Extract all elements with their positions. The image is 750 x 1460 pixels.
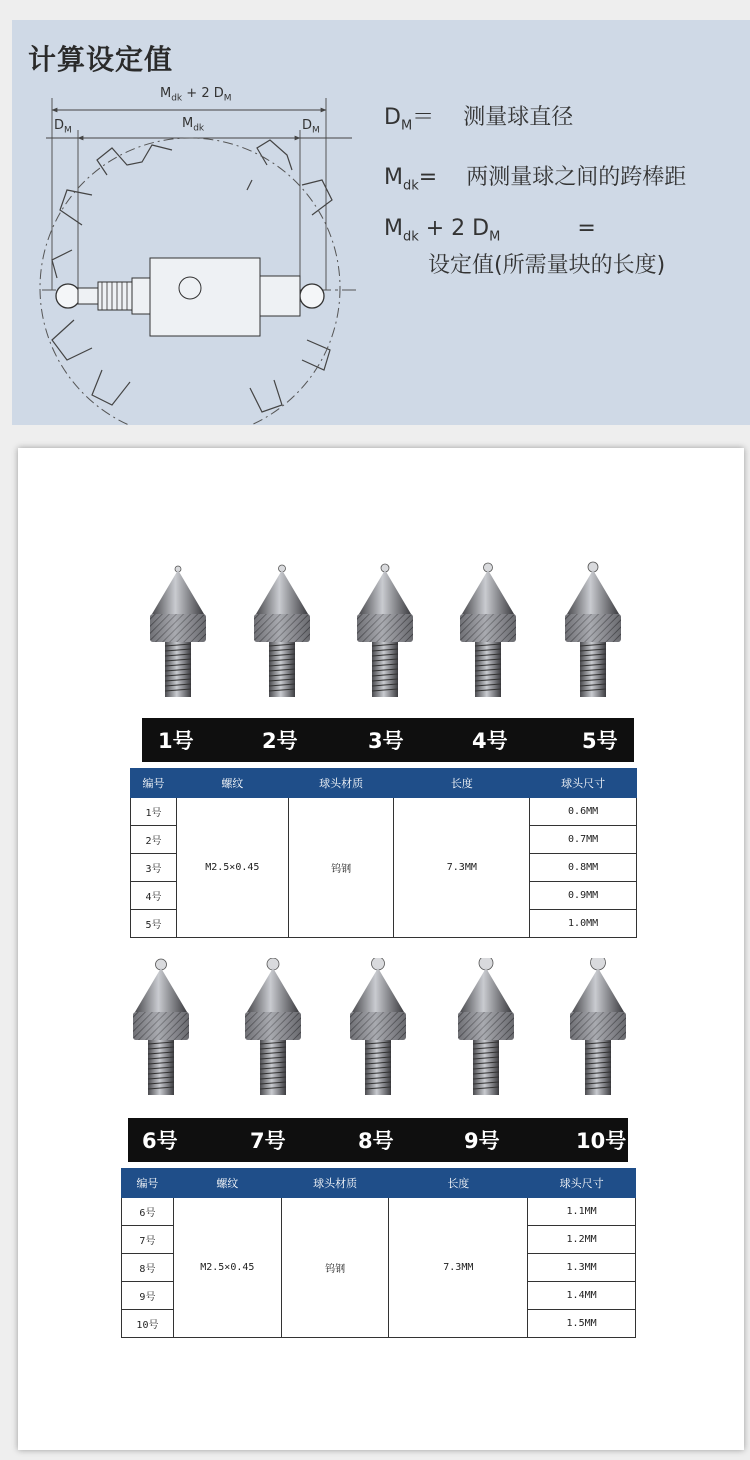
header-ball-size: 球头尺寸 <box>530 769 637 798</box>
table-row <box>131 798 637 826</box>
probe-label: 3号 <box>368 729 404 753</box>
probe-image <box>448 560 528 714</box>
table-header-row <box>122 1169 636 1198</box>
cell-ball-size: 0.8MM <box>530 854 637 882</box>
probe-image <box>138 560 218 714</box>
probe-label: 7号 <box>250 1129 286 1153</box>
formula-setting: $M_{dk} + 2$ $D_M$ = <box>384 216 596 245</box>
gear-measurement-diagram <box>12 20 372 425</box>
cell-id: 1号 <box>131 798 177 826</box>
header-id: 编号 <box>131 769 177 798</box>
cell-length: 7.3MM <box>394 798 530 938</box>
probe-label: 2号 <box>262 729 298 753</box>
header-thread: 螺纹 <box>173 1169 281 1198</box>
cell-material: 钨钢 <box>288 798 394 938</box>
cell-id: 7号 <box>122 1226 174 1254</box>
cell-id: 4号 <box>131 882 177 910</box>
probe-label: 4号 <box>472 729 508 753</box>
formula-dm: $D_M=$ 测量球直径 <box>384 105 574 134</box>
header-id: 编号 <box>122 1169 174 1198</box>
header-length: 长度 <box>394 769 530 798</box>
spec-table-1 <box>130 768 637 938</box>
header-material: 球头材质 <box>281 1169 389 1198</box>
probe-label: 6号 <box>142 1129 178 1153</box>
probe-image <box>553 560 633 714</box>
formula-setting-text: 设定值(所需量块的长度) <box>428 253 666 278</box>
cell-ball-size: 1.4MM <box>528 1282 636 1310</box>
cell-ball-size: 1.5MM <box>528 1310 636 1338</box>
label-bar-1 <box>142 718 634 762</box>
table-header-row <box>131 769 637 798</box>
cell-id: 9号 <box>122 1282 174 1310</box>
dim-label-top: $M_{dk} + 2$ $D_M$ <box>160 86 232 104</box>
cell-ball-size: 1.2MM <box>528 1226 636 1254</box>
probe-label: 10号 <box>576 1129 627 1153</box>
probe-image <box>558 958 638 1112</box>
dim-label-mid: $M_{dk}$ <box>182 116 205 134</box>
probe-image <box>338 958 418 1112</box>
cell-ball-size: 0.9MM <box>530 882 637 910</box>
probe-image <box>242 560 322 714</box>
table-row <box>122 1198 636 1226</box>
probe-label: 5号 <box>582 729 618 753</box>
cell-thread: M2.5×0.45 <box>176 798 288 938</box>
cell-thread: M2.5×0.45 <box>173 1198 281 1338</box>
header-ball-size: 球头尺寸 <box>528 1169 636 1198</box>
diagram-title: 计算设定值 <box>28 43 174 76</box>
cell-ball-size: 1.3MM <box>528 1254 636 1282</box>
header-length: 长度 <box>389 1169 528 1198</box>
dim-label-right: $D_M$ <box>302 118 320 136</box>
cell-ball-size: 1.1MM <box>528 1198 636 1226</box>
diagram-panel <box>12 20 750 425</box>
cell-ball-size: 1.0MM <box>530 910 637 938</box>
cell-ball-size: 0.7MM <box>530 826 637 854</box>
probe-label: 1号 <box>158 729 194 753</box>
header-thread: 螺纹 <box>176 769 288 798</box>
cell-id: 8号 <box>122 1254 174 1282</box>
label-bar-2 <box>128 1118 628 1162</box>
cell-id: 2号 <box>131 826 177 854</box>
probe-image <box>345 560 425 714</box>
product-spec-sheet <box>18 448 744 1450</box>
cell-material: 钨钢 <box>281 1198 389 1338</box>
cell-id: 5号 <box>131 910 177 938</box>
cell-id: 3号 <box>131 854 177 882</box>
dim-label-left: $D_M$ <box>54 118 72 136</box>
cell-id: 10号 <box>122 1310 174 1338</box>
probe-image <box>233 958 313 1112</box>
spec-table-2 <box>121 1168 636 1338</box>
probe-image <box>446 958 526 1112</box>
probe-label: 8号 <box>358 1129 394 1153</box>
cell-id: 6号 <box>122 1198 174 1226</box>
formula-mdk: $M_{dk}=$ 两测量球之间的跨棒距 <box>384 165 687 194</box>
probe-label: 9号 <box>464 1129 500 1153</box>
cell-length: 7.3MM <box>389 1198 528 1338</box>
header-material: 球头材质 <box>288 769 394 798</box>
cell-ball-size: 0.6MM <box>530 798 637 826</box>
probe-image <box>121 958 201 1112</box>
